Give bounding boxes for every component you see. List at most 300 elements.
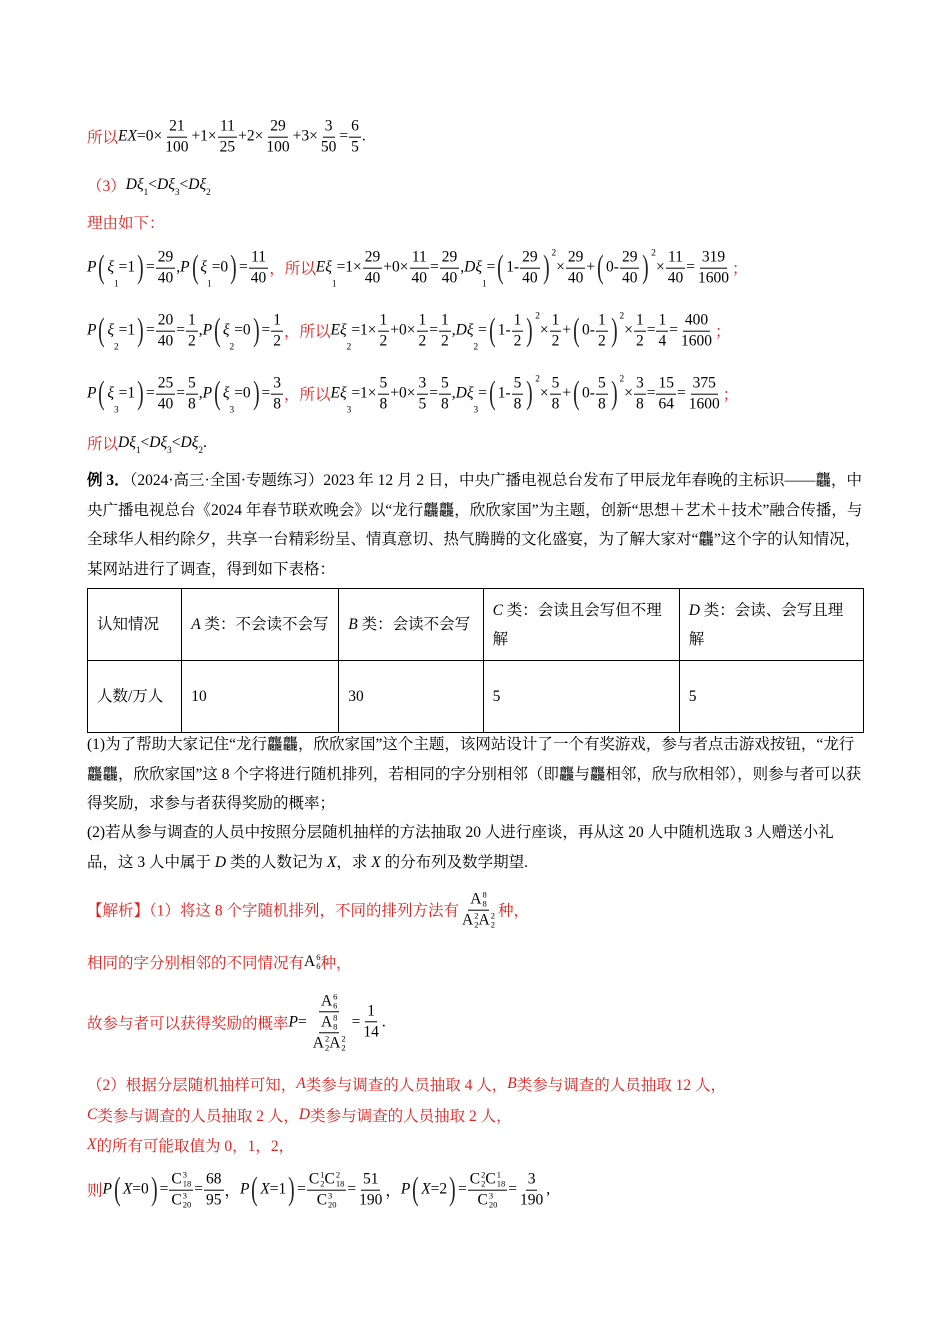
fraction (440, 249, 460, 288)
math-variable: EX (118, 128, 137, 145)
text: 5 (418, 395, 427, 413)
denominator (319, 138, 339, 157)
solution-text: （3） (87, 178, 126, 195)
text: 40 (441, 269, 458, 287)
solution-text: 的所有可能取值为 0，1，2， (96, 1138, 295, 1155)
sup-sub (491, 912, 495, 929)
parenthesis: ) (150, 1171, 158, 1208)
math-variable: B (348, 616, 358, 633)
numerator (512, 312, 524, 332)
text: 40 (567, 269, 584, 287)
text: (1)为了帮助大家记住“龙行龘龘，欣欣家国”这个主题，该网站设计了一个有奖游戏，参与者点击游戏按钮，“龙行龘龘，欣欣家国”这 8 个字将进行随机排列，若相同的字分别相邻（即龘与龘相邻，欣与欣相邻），则参与者可以获得奖励，求参与者获得奖励的概率； (87, 736, 862, 812)
text: 2 (379, 332, 388, 350)
numerator (550, 312, 562, 332)
text: 8 (513, 395, 522, 413)
text: 40 (364, 269, 381, 287)
fraction (308, 992, 351, 1051)
math-variable: Eξ (330, 385, 347, 402)
math-variable: P (400, 1181, 411, 1198)
numerator (596, 375, 608, 395)
subscript: 20 (182, 1199, 192, 1210)
numerator (156, 312, 176, 332)
text: 11 (411, 248, 427, 266)
text: = (145, 385, 155, 402)
denominator (204, 1191, 224, 1210)
fraction (656, 375, 676, 414)
table-cell (679, 661, 863, 733)
text: + (586, 259, 596, 276)
solution-text: 则 (87, 1183, 103, 1200)
text: C (477, 1191, 488, 1209)
math-variable: D (298, 1106, 311, 1123)
superscript: 8 (333, 1012, 338, 1023)
text: = (686, 259, 695, 276)
parenthesis: ) (526, 375, 534, 412)
text: 100 (165, 138, 189, 156)
survey-table (87, 588, 864, 733)
math-variable: ξ (222, 385, 230, 402)
text: + (562, 322, 572, 339)
sup-sub (328, 1192, 337, 1209)
text: A (304, 953, 316, 970)
text: 29 (157, 248, 174, 266)
text: 40 (621, 269, 638, 287)
numerator (378, 312, 390, 332)
text: = (176, 322, 185, 339)
text: 5 (441, 374, 449, 392)
sup-sub (333, 993, 337, 1010)
text: 190 (359, 1191, 383, 1209)
denominator (520, 269, 540, 288)
text: ，求 (336, 853, 372, 871)
text: , (546, 1181, 551, 1198)
text: 0- (582, 385, 595, 402)
text: 5 (351, 138, 359, 156)
text: =1× (336, 259, 362, 276)
table-cell (88, 661, 182, 733)
solution-text: 故参与者可以获得奖励的概率 (87, 1015, 289, 1032)
fraction (271, 312, 283, 351)
denominator (476, 1191, 500, 1210)
parenthesis: ) (526, 312, 534, 349)
numerator (596, 312, 608, 332)
numerator (656, 375, 676, 395)
xi1-line (87, 249, 747, 288)
superscript: 3 (488, 1190, 494, 1201)
math-variable: Dξ (188, 176, 207, 193)
fraction (687, 375, 722, 414)
subscript: 2 (206, 188, 211, 198)
denominator (512, 395, 524, 414)
text: 1- (506, 259, 520, 276)
subscript: 2 (320, 1178, 325, 1189)
text: 40 (157, 332, 174, 350)
denominator (634, 395, 646, 414)
text: < (148, 176, 158, 193)
denominator (512, 332, 524, 351)
numerator (566, 249, 586, 269)
fraction (357, 1171, 384, 1210)
denominator (378, 395, 390, 414)
math-variable: X (371, 853, 381, 871)
math-variable: ξ (107, 385, 114, 402)
text: = (429, 385, 439, 402)
subscript: 2 (481, 1178, 486, 1189)
math-variable: X (260, 1181, 270, 1198)
text: 40 (522, 269, 538, 287)
math-variable: P (202, 322, 213, 339)
text: 14 (363, 1023, 379, 1041)
text: = (429, 322, 439, 339)
parenthesis: ) (642, 249, 650, 286)
fraction (512, 375, 524, 414)
text: = (239, 259, 248, 276)
text: 1600 (688, 395, 720, 413)
parenthesis: ( (489, 312, 496, 349)
fraction (271, 375, 283, 414)
superscript: 3 (182, 1190, 187, 1201)
xi3-line (87, 375, 738, 414)
math-variable: X (326, 853, 337, 871)
solution-text: 类参与调查的人员抽取 2 人， (310, 1108, 512, 1125)
text: 2 (635, 332, 644, 350)
subscript: 3 (346, 405, 352, 416)
distribution-line (87, 1171, 550, 1210)
solution-text: （2）根据分层随机抽样可知， (87, 1077, 297, 1094)
math-variable: A (296, 1075, 306, 1092)
subscript: 3 (167, 446, 172, 456)
text: 2 (513, 332, 522, 350)
text: × (655, 259, 665, 276)
subscript: 3 (174, 188, 180, 198)
math-variable: Dξ (125, 176, 144, 193)
math-variable: Dξ (180, 434, 199, 451)
text: 40 (250, 269, 267, 287)
subscript: 3 (473, 405, 479, 416)
parenthesis: ( (191, 249, 199, 286)
text: 29 (567, 248, 584, 266)
text: 2 (551, 332, 560, 350)
subscript: 1 (331, 279, 337, 290)
text: = (145, 322, 155, 339)
numerator (417, 312, 429, 332)
math-variable: Dξ (455, 322, 474, 339)
solution-text: 种， (497, 903, 529, 920)
numerator (156, 375, 176, 395)
solution-text: 相同的字分别相邻的不同情况有 (87, 955, 305, 972)
fraction (596, 375, 608, 414)
superscript: 2 (535, 374, 540, 385)
text: A (478, 911, 490, 929)
text: 5 (492, 688, 501, 705)
text: 50 (320, 138, 337, 156)
solution1-line (87, 891, 529, 930)
text: 8 (597, 395, 606, 413)
sup-sub (489, 1192, 498, 1209)
numerator (361, 1171, 381, 1191)
text: 400 (684, 311, 709, 329)
text: 人数/万人 (97, 688, 164, 705)
fraction (666, 249, 686, 288)
math-variable: X (87, 1136, 97, 1153)
text: = (261, 322, 271, 339)
numerator (156, 249, 176, 269)
conclusion-line (87, 432, 207, 454)
parenthesis: ( (98, 249, 106, 286)
fraction (156, 249, 176, 288)
text: 40 (411, 269, 428, 287)
text: = (145, 259, 155, 276)
table-header-cell (679, 589, 863, 661)
text: = (646, 385, 656, 402)
example-label: 例 3． (87, 472, 130, 489)
text: 6 (351, 117, 359, 135)
parenthesis: ( (251, 1171, 259, 1208)
math-variable: Dξ (118, 434, 136, 451)
text: × (624, 385, 633, 402)
text: , (451, 385, 456, 402)
numerator (323, 118, 335, 138)
numerator (526, 1171, 538, 1191)
denominator (596, 395, 608, 414)
text: = (194, 1181, 203, 1198)
fraction (696, 249, 731, 288)
fraction (307, 1171, 346, 1210)
subscript: 3 (229, 405, 235, 416)
text: 30 (348, 688, 364, 705)
text: = (646, 322, 656, 339)
numerator (417, 375, 429, 395)
math-variable: P (180, 259, 190, 276)
text: 3 (418, 374, 427, 392)
text: < (140, 434, 150, 451)
math-variable: ξ (222, 322, 230, 339)
reason-line (87, 211, 165, 233)
text: , (451, 322, 456, 339)
table-header-cell (483, 589, 679, 661)
math-variable: Dξ (157, 176, 175, 193)
math-variable: X (421, 1181, 431, 1198)
numerator (520, 249, 540, 269)
table-row (88, 661, 864, 733)
denominator (156, 269, 176, 288)
xi2-line (87, 312, 730, 351)
text: 5 (187, 374, 196, 392)
superscript: 2 (341, 1033, 346, 1044)
text: 2 (441, 332, 449, 350)
adjacent-line (87, 951, 352, 973)
denominator (186, 395, 198, 414)
question-1 (87, 730, 863, 819)
denominator (410, 269, 430, 288)
numerator (268, 118, 288, 138)
text: 190 (519, 1191, 544, 1209)
solution-text: ，所以 (269, 261, 316, 278)
fraction (169, 1171, 193, 1210)
text: A (470, 890, 482, 908)
parenthesis: ( (597, 249, 604, 286)
text: 8 (379, 395, 388, 413)
text: 95 (206, 1191, 222, 1209)
numerator (700, 249, 727, 269)
solution-text: ； (714, 324, 731, 341)
text: = (478, 385, 487, 402)
denominator (440, 269, 460, 288)
text: 100 (266, 138, 290, 156)
text: 5 (551, 374, 560, 392)
text: , (198, 385, 203, 402)
text: . (381, 1013, 386, 1030)
numerator (249, 249, 268, 269)
denominator (169, 1191, 193, 1210)
fraction (417, 312, 429, 351)
solution-text: 类参与调查的人员抽取 4 人， (305, 1077, 508, 1094)
math-variable: P (202, 385, 213, 402)
denominator (566, 269, 586, 288)
superscript: 2 (651, 248, 656, 259)
fraction (349, 118, 361, 157)
parenthesis: ) (252, 312, 260, 349)
math-variable: P (87, 322, 97, 339)
denominator (679, 332, 714, 351)
text: =0 (234, 385, 251, 402)
numerator (169, 1171, 193, 1191)
text: . (361, 128, 366, 145)
text: 11 (667, 248, 683, 266)
part3-line (87, 174, 211, 196)
superscript: 2 (335, 1170, 341, 1181)
numerator (656, 312, 668, 332)
sup-sub (183, 1171, 192, 1188)
fraction (319, 118, 339, 157)
solution-text: ； (722, 387, 739, 404)
parenthesis: ( (214, 312, 221, 349)
sup-sub (336, 1171, 345, 1188)
fraction (204, 1171, 224, 1210)
parenthesis: ( (573, 375, 580, 412)
text: = (159, 1181, 169, 1198)
numerator (307, 1171, 346, 1191)
parenthesis: ) (137, 312, 144, 349)
superscript: 2 (481, 1170, 486, 1181)
subscript: 2 (473, 342, 479, 353)
superscript: 3 (182, 1170, 187, 1181)
text: 29 (441, 248, 458, 266)
denominator (634, 332, 646, 351)
fraction (512, 312, 524, 351)
text: 类：会读不会写 (357, 616, 471, 633)
fraction (363, 249, 383, 288)
math-variable: Dξ (464, 259, 482, 276)
superscript: 2 (619, 374, 625, 385)
denominator (308, 1012, 351, 1052)
table-header-cell (88, 589, 182, 661)
text: 1 (187, 311, 196, 329)
probability-line (87, 992, 386, 1051)
text: = (176, 385, 185, 402)
subscript: 8 (482, 898, 487, 909)
text: = (486, 259, 496, 276)
sup-sub (482, 891, 486, 908)
parenthesis: ) (137, 375, 144, 412)
fraction (378, 375, 390, 414)
parenthesis: ( (489, 375, 496, 412)
text: 64 (658, 395, 674, 413)
text: +0× (383, 259, 409, 276)
text: 1 (418, 311, 427, 329)
text: =1 (118, 259, 136, 276)
numerator (271, 312, 283, 332)
text: , (460, 259, 465, 276)
text: × (624, 322, 633, 339)
text: 1600 (697, 269, 729, 287)
fraction (439, 375, 451, 414)
numerator (439, 375, 451, 395)
parenthesis: ( (214, 375, 221, 412)
solution-text: 所以 (87, 130, 119, 147)
text: C (171, 1170, 182, 1188)
parenthesis: ( (114, 1171, 121, 1208)
superscript: 1 (320, 1170, 325, 1181)
text: 29 (522, 248, 538, 266)
example-3-intro (87, 466, 863, 584)
text: =1 (118, 322, 136, 339)
fraction (460, 891, 497, 930)
text: 29 (364, 248, 381, 266)
text: 21 (169, 117, 185, 135)
text: 3 (527, 1170, 536, 1188)
solution2-line3 (87, 1134, 294, 1156)
numerator (512, 375, 524, 395)
fraction (679, 312, 714, 351)
denominator (271, 332, 283, 351)
denominator (311, 1033, 348, 1052)
denominator (417, 332, 429, 351)
denominator (656, 395, 676, 414)
subscript: 6 (333, 1000, 338, 1011)
text: 2 (273, 332, 282, 350)
denominator (186, 332, 198, 351)
text: 3 (273, 374, 282, 392)
text: = (478, 322, 487, 339)
table-header-cell (339, 589, 483, 661)
parenthesis: ( (98, 375, 106, 412)
question-2 (87, 818, 863, 877)
subscript: 1 (482, 279, 487, 290)
text: 25 (157, 374, 174, 392)
subscript: 1 (135, 446, 141, 456)
fraction (156, 312, 176, 351)
math-variable: D (214, 853, 227, 871)
subscript: 2 (113, 342, 119, 353)
math-variable: Dξ (455, 385, 474, 402)
superscript: 6 (333, 991, 338, 1002)
sup-sub (341, 1034, 345, 1051)
text: +2× (238, 128, 264, 145)
solution-text: ； (731, 261, 748, 278)
text: =0 (211, 259, 229, 276)
math-variable: P (240, 1181, 250, 1198)
text: 29 (270, 117, 286, 135)
denominator (666, 269, 686, 288)
table-cell (182, 661, 339, 733)
text: 3 (324, 117, 333, 135)
subscript: 1 (113, 279, 119, 290)
text: 2 (597, 332, 606, 350)
text: 5 (513, 374, 522, 392)
text: 1 (551, 311, 560, 329)
numerator (634, 312, 646, 332)
